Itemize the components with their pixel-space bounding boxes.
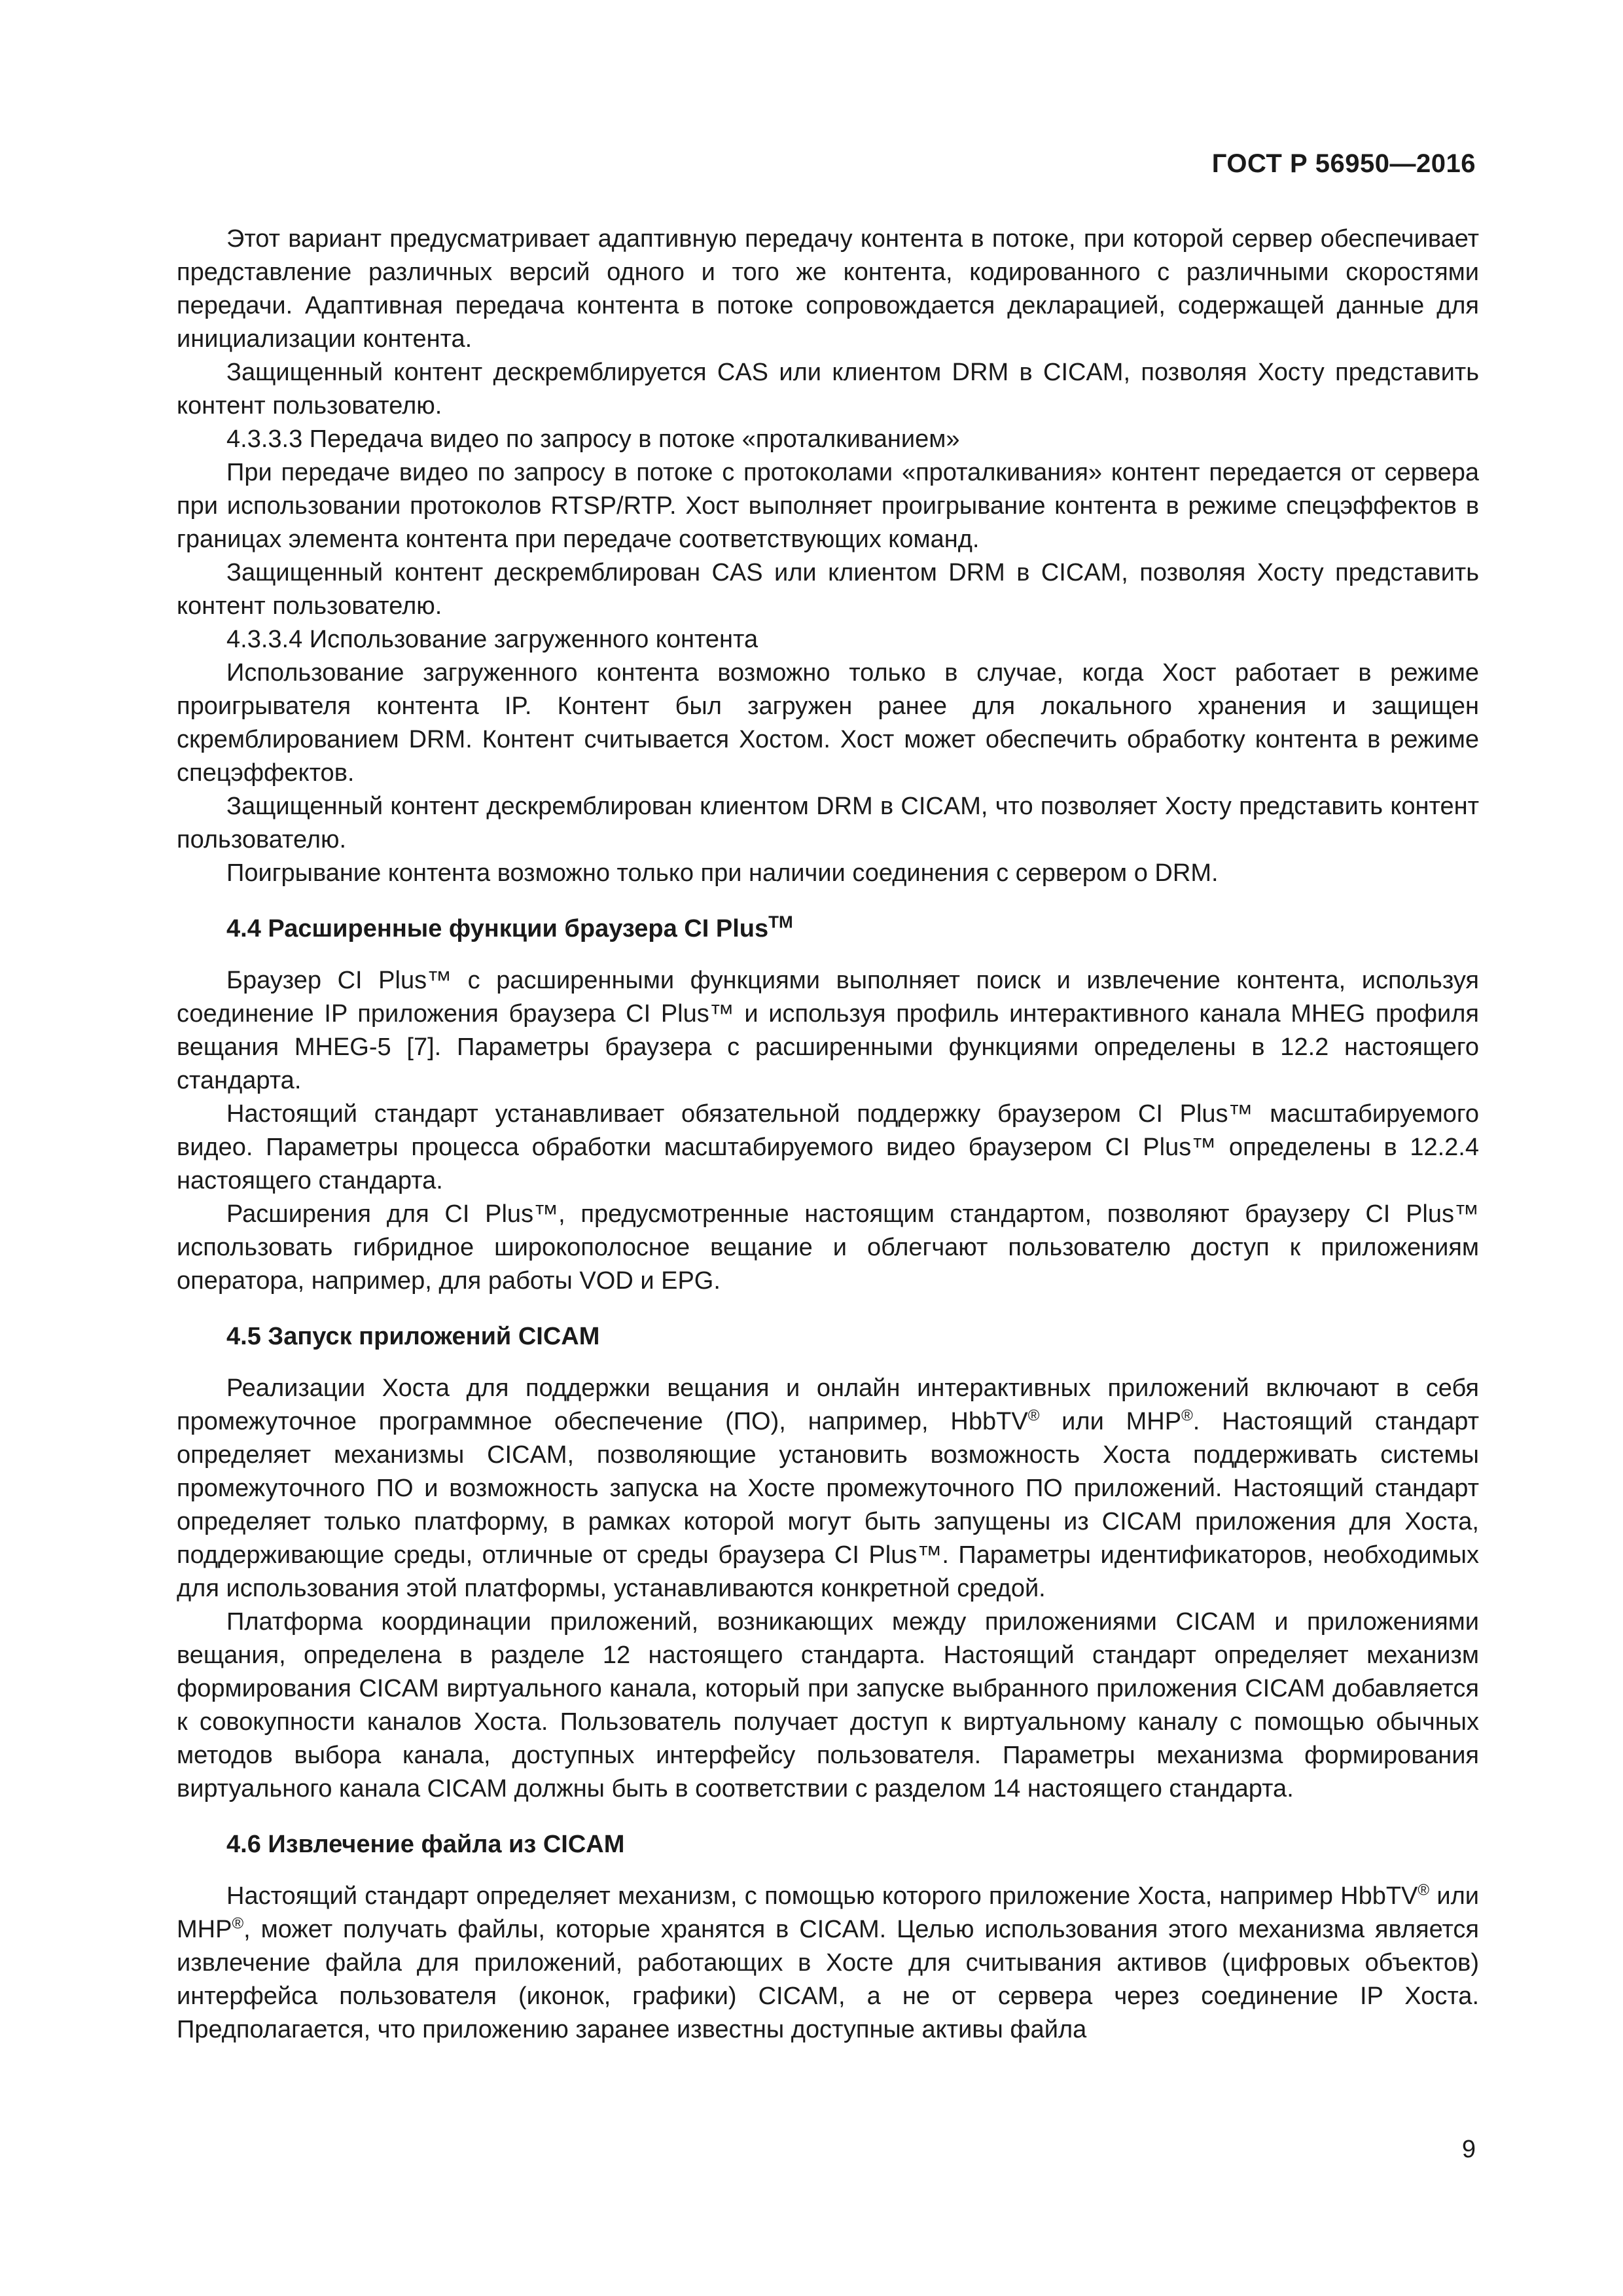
paragraph [177, 1372, 1479, 1605]
registered-superscript: ® [1418, 1881, 1430, 1899]
paragraph: Защищенный контент дескремблирован CAS или клиентом DRM в CICAM, позволяя Хосту представить контент пользователю. [177, 559, 1479, 620]
paragraph: Этот вариант предусматривает адаптивную передачу контента в потоке, при которой сервер обеспечивает представление различных версий одного и того же контента, кодированного с различными скоростями передачи. Адаптивная передача контента в потоке сопровождается декларацией, содержащей данные для инициализации контента. [177, 225, 1479, 353]
registered-superscript: ® [1027, 1407, 1040, 1425]
text-run: Реализации Хоста для поддержки вещания и онлайн интерактивных приложений включают в себя промежуточное программное обеспечение (ПО), например, HbbTV [177, 1374, 1479, 1435]
text-run: . Настоящий стандарт определяет механизмы CICAM, позволяющие установить возможность Хоста поддерживать системы промежуточного ПО и возможность запуска на Хосте промежуточного ПО приложений. Настоящий стандарт определяет только платформу, в рамках которой могут быть запущены из CICAM приложения для Хоста, поддерживающие среды, отличные от среды браузера CI Plus™. Параметры идентификаторов, необходимых для использования этой платформы, устанавливаются конкретной средой. [177, 1408, 1480, 1602]
page-number: 9 [1461, 2136, 1476, 2163]
section-heading-4-6: 4.6 Извлечение файла из CICAM [226, 1831, 625, 1858]
registered-superscript: ® [1181, 1407, 1193, 1425]
text-run: Настоящий стандарт определяет механизм, с помощью которого приложение Хоста, например HbbTV [226, 1882, 1418, 1910]
text-run: или MHP [177, 1882, 1479, 1943]
document-body [177, 223, 1479, 2047]
trademark-superscript: TM [768, 912, 793, 932]
section-heading-text: 4.4 Расширенные функции браузера CI Plus [226, 915, 769, 942]
paragraph: Защищенный контент дескремблирован клиентом DRM в CICAM, что позволяет Хосту представить контент пользователю. [177, 793, 1479, 853]
paragraph: Браузер CI Plus™ с расширенными функциями выполняет поиск и извлечение контента, используя соединение IP приложения браузера CI Plus™ и используя профиль интерактивного канала MHEG профиля вещания MHEG-5 [7]. Параметры браузера с расширенными функциями определены в 12.2 настоящего стандарта. [177, 967, 1479, 1094]
paragraph: Расширения для CI Plus™, предусмотренные настоящим стандартом, позволяют браузеру CI Plus™ использовать гибридное широкополосное вещание и облегчают пользователю доступ к приложениям оператора, например, для работы VOD и EPG. [177, 1200, 1479, 1295]
paragraph: Платформа координации приложений, возникающих между приложениями CICAM и приложениями вещания, определена в разделе 12 настоящего стандарта. Настоящий стандарт определяет механизм формирования CICAM виртуального канала, который при запуске выбранного приложения CICAM добавляется к совокупности каналов Хоста. Пользователь получает доступ к виртуальному каналу с помощью обычных методов выбора канала, доступных интерфейсу пользователя. Параметры механизма формирования виртуального канала CICAM должны быть в соответствии с разделом 14 настоящего стандарта. [177, 1608, 1479, 1803]
paragraph [177, 1880, 1479, 2047]
paragraph: Использование загруженного контента возможно только в случае, когда Хост работает в режиме проигрывателя контента IP. Контент был загружен ранее для локального хранения и защищен скремблированием DRM. Контент считывается Хостом. Хост может обеспечить обработку контента в режиме спецэффектов. [177, 659, 1479, 787]
page-header-standard-code: ГОСТ Р 56950—2016 [1211, 149, 1476, 178]
subsection-title: 4.3.3.3 Передача видео по запросу в потоке «проталкиванием» [226, 425, 960, 453]
paragraph: Настоящий стандарт устанавливает обязательной поддержку браузером CI Plus™ масштабируемого видео. Параметры процесса обработки масштабируемого видео браузером CI Plus™ определены в 12.2.4 настоящего стандарта. [177, 1100, 1479, 1194]
registered-superscript: ® [232, 1914, 244, 1933]
section-heading-4-4 [177, 912, 1479, 946]
subsection-title: 4.3.3.4 Использование загруженного контента [226, 626, 758, 653]
paragraph: При передаче видео по запросу в потоке с протоколами «проталкивания» контент передается от сервера при использовании протоколов RTSP/RTP. Хост выполняет проигрывание контента в режиме спецэффектов в границах элемента контента при передаче соответствующих команд. [177, 459, 1479, 553]
text-run: , может получать файлы, которые хранятся в CICAM. Целью использования этого механизма является извлечение файла для приложений, работающих в Хосте для считывания активов (цифровых объектов) интерфейса пользователя (иконок, графики) CICAM, а не от сервера через соединение IP Хоста. Предполагается, что приложению заранее известны доступные активы файла [177, 1916, 1479, 2043]
paragraph: Защищенный контент дескремблируется CAS или клиентом DRM в CICAM, позволяя Хосту представить контент пользователю. [177, 359, 1479, 420]
paragraph: Поигрывание контента возможно только при наличии соединения с сервером о DRM. [226, 859, 1219, 887]
text-run: или MHP [1039, 1408, 1182, 1435]
section-heading-4-5: 4.5 Запуск приложений CICAM [226, 1323, 600, 1350]
